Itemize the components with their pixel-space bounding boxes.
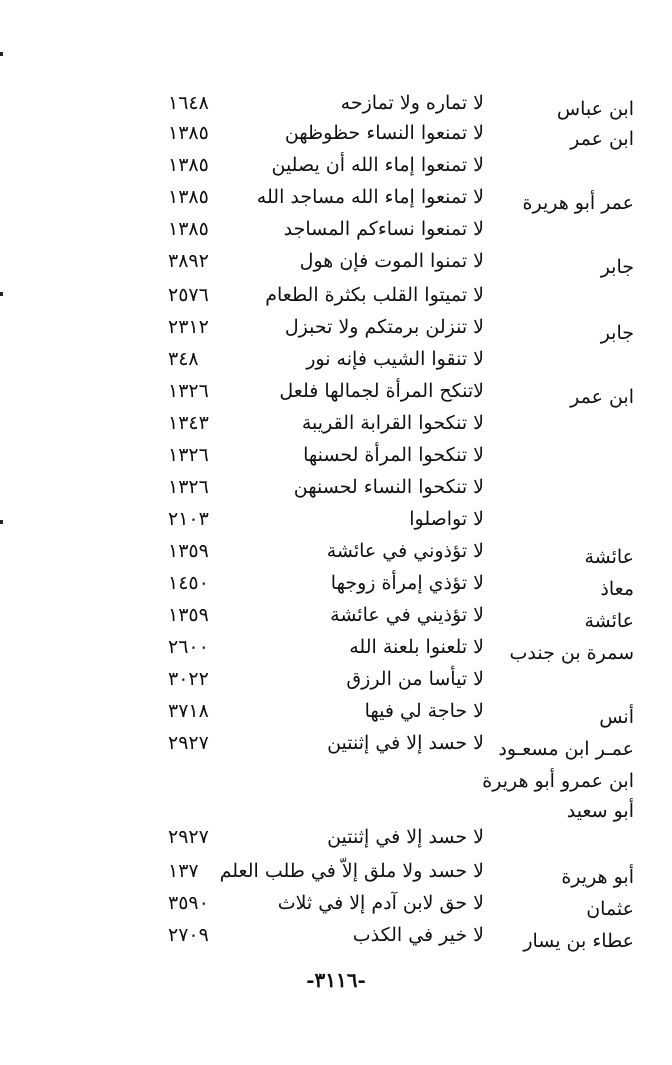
hadith-number: ١٣٨٥ xyxy=(168,218,209,240)
index-row xyxy=(0,246,672,276)
narrator-name: عائشة xyxy=(584,546,634,568)
narrator-name: سمرة بن جندب xyxy=(509,642,634,664)
narrator-name: ابن عمر xyxy=(570,128,634,150)
index-row xyxy=(0,536,672,566)
hadith-number: ١٣٨٥ xyxy=(168,186,209,208)
hadith-text: لا خير في الكذب xyxy=(352,924,484,946)
hadith-number: ٢٥٧٦ xyxy=(168,284,209,306)
hadith-text: لا تواصلوا xyxy=(409,508,484,530)
hadith-text: لا تنقوا الشيب فإنه نور xyxy=(306,348,484,370)
hadith-number: ١٣٤٣ xyxy=(168,412,209,434)
index-row xyxy=(0,888,672,918)
index-row xyxy=(0,600,672,630)
index-row xyxy=(0,280,672,310)
index-row xyxy=(0,632,672,662)
index-row xyxy=(0,760,672,790)
index-row xyxy=(0,822,672,852)
index-row xyxy=(0,664,672,694)
scan-edge-mark xyxy=(0,52,3,56)
index-row xyxy=(0,728,672,758)
hadith-text: لا تمنعوا النساء حظوظهن xyxy=(284,122,484,144)
hadith-number: ١٣٨٥ xyxy=(168,154,209,176)
narrator-name: عثمان xyxy=(586,898,634,920)
hadith-text: لا حسد إلا في إثنتين xyxy=(327,826,484,848)
hadith-number: ١٣٢٦ xyxy=(168,444,209,466)
hadith-number: ١٣٥٩ xyxy=(168,540,209,562)
index-row xyxy=(0,472,672,502)
narrator-name: معاذ xyxy=(600,578,634,600)
hadith-number: ٣٧١٨ xyxy=(168,700,209,722)
hadith-text: لا تؤذي إمرأة زوجها xyxy=(330,572,484,594)
hadith-text: لا تنكحوا القرابة القريبة xyxy=(301,412,484,434)
hadith-text: لا حسد ولا ملق إلاّ في طلب العلم xyxy=(219,860,484,882)
hadith-text: لا تيأسا من الرزق xyxy=(346,668,484,690)
hadith-text: لا تؤذوني في عائشة xyxy=(326,540,484,562)
index-row xyxy=(0,790,672,820)
hadith-text: لا تماره ولا تمازحه xyxy=(340,92,484,114)
narrator-name: جابر xyxy=(600,322,634,344)
hadith-number: ١٣٧ xyxy=(168,860,199,882)
index-row xyxy=(0,376,672,406)
index-row xyxy=(0,118,672,148)
narrator-name: جابر xyxy=(600,256,634,278)
hadith-text: لا تمنعوا إماء الله مساجد الله xyxy=(256,186,484,208)
hadith-number: ٢٦٠٠ xyxy=(168,636,209,658)
index-row xyxy=(0,504,672,534)
narrator-name: أبو هريرة xyxy=(561,866,634,888)
index-row xyxy=(0,568,672,598)
narrator-name: أبو سعيد xyxy=(566,800,634,822)
hadith-number: ٣٨٩٢ xyxy=(168,250,209,272)
hadith-number: ١٣٢٦ xyxy=(168,380,209,402)
hadith-text: لا تنكحوا المرأة لحسنها xyxy=(303,444,484,466)
hadith-text: لا حق لابن آدم إلا في ثلاث xyxy=(277,892,484,914)
hadith-text: لا تمنعوا نساءكم المساجد xyxy=(283,218,484,240)
narrator-name: عائشة xyxy=(584,610,634,632)
hadith-number: ٢١٠٣ xyxy=(168,508,209,530)
narrator-name: ابن عمر xyxy=(570,386,634,408)
hadith-number: ٢٩٢٧ xyxy=(168,732,209,754)
hadith-number: ١٣٨٥ xyxy=(168,122,209,144)
hadith-text: لاتنكح المرأة لجمالها فلعل xyxy=(279,380,484,402)
hadith-number: ١٤٥٠ xyxy=(168,572,209,594)
hadith-text: لا تميتوا القلب بكثرة الطعام xyxy=(265,284,484,306)
hadith-text: لا تؤذيني في عائشة xyxy=(330,604,484,626)
narrator-name: ابن عمرو أبو هريرة xyxy=(482,770,634,792)
index-row xyxy=(0,344,672,374)
index-row xyxy=(0,312,672,342)
hadith-text: لا تمنعوا إماء الله أن يصلين xyxy=(271,154,484,176)
narrator-name: أنس xyxy=(599,706,634,728)
index-row xyxy=(0,88,672,118)
hadith-number: ٣٤٨ xyxy=(168,348,199,370)
hadith-number: ٣٥٩٠ xyxy=(168,892,209,914)
hadith-number: ١٦٤٨ xyxy=(168,92,209,114)
hadith-text: لا تلعنوا بلعنة الله xyxy=(349,636,484,658)
narrator-name: ابن عباس xyxy=(556,98,634,120)
index-row xyxy=(0,408,672,438)
hadith-number: ٢٩٢٧ xyxy=(168,826,209,848)
hadith-text: لا حاجة لي فيها xyxy=(364,700,484,722)
narrator-name: عمر أبو هريرة xyxy=(522,192,634,214)
hadith-text: لا تنزلن برمتكم ولا تحبزل xyxy=(284,316,484,338)
index-row xyxy=(0,182,672,212)
page-number: -٣١١٦- xyxy=(306,968,366,992)
hadith-number: ١٣٥٩ xyxy=(168,604,209,626)
narrator-name: عطاء بن يسار xyxy=(523,930,634,952)
index-row xyxy=(0,696,672,726)
hadith-number: ٣٠٢٢ xyxy=(168,668,209,690)
hadith-number: ١٣٢٦ xyxy=(168,476,209,498)
hadith-text: لا تنكحوا النساء لحسنهن xyxy=(293,476,484,498)
index-row xyxy=(0,856,672,886)
index-row xyxy=(0,920,672,950)
hadith-text: لا تمنوا الموت فإن هول xyxy=(299,250,484,272)
hadith-text: لا حسد إلا في إثنتين xyxy=(327,732,484,754)
index-row xyxy=(0,150,672,180)
index-row xyxy=(0,440,672,470)
index-row xyxy=(0,214,672,244)
hadith-number: ٢٧٠٩ xyxy=(168,924,209,946)
hadith-number: ٢٣١٢ xyxy=(168,316,209,338)
narrator-name: عمـر ابن مسعـود xyxy=(498,738,634,760)
